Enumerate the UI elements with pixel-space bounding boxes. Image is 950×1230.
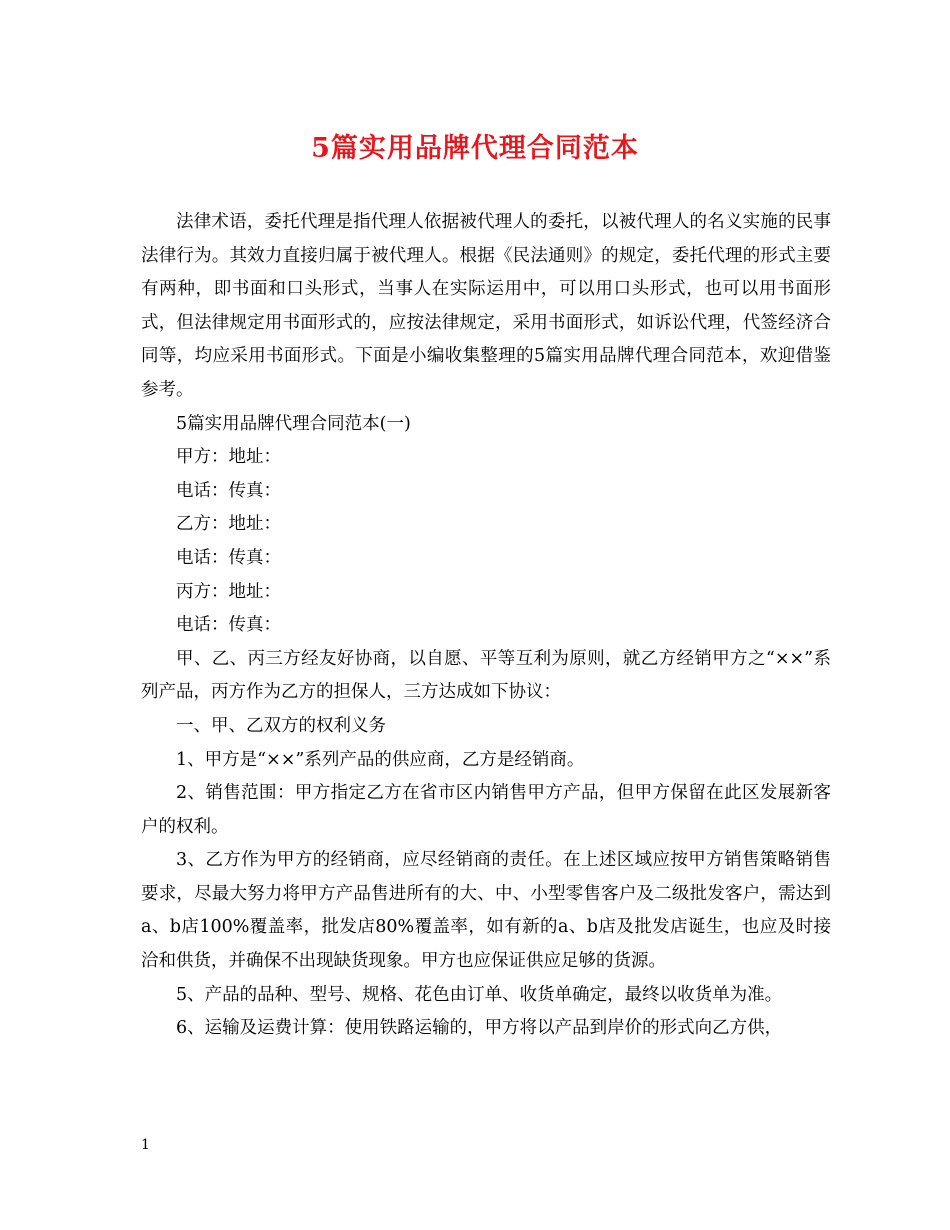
party-b-contact: 电话：传真： [176, 547, 281, 568]
clause-6: 6、运输及运费计算：使用铁路运输的，甲方将以产品到岸价的形式向乙方供， [176, 1018, 783, 1039]
party-c-contact: 电话：传真： [176, 615, 281, 636]
agreement-preamble: 甲、乙、丙三方经友好协商，以自愿、平等互利为原则，就乙方经销甲方之“××”系列产品，丙方作为乙方的担保人，三方达成如下协议： [141, 648, 831, 703]
party-b-address: 乙方：地址： [176, 514, 281, 535]
clause-3: 3、乙方作为甲方的经销商，应尽经销商的责任。在上述区域应按甲方销售策略销售要求，尽最大努力将甲方产品售进所有的大、中、小型零售客户及二级批发客户，需达到a、b店100%覆盖率，批发店80%覆盖率，如有新的a、b店及批发店诞生，也应及时接洽和供货，并确保不出现缺货现象。甲方也应保证供应足够的货源。 [141, 850, 831, 972]
document-body [141, 206, 831, 1046]
clause-2: 2、销售范围：甲方指定乙方在省市区内销售甲方产品，但甲方保留在此区发展新客户的权利。 [141, 783, 831, 837]
page-number: 1 [141, 1137, 150, 1153]
document-title: 5篇实用品牌代理合同范本 [311, 133, 639, 164]
party-a-contact: 电话：传真： [176, 480, 281, 501]
contract-heading: 5篇实用品牌代理合同范本(一) [176, 413, 411, 434]
intro-paragraph: 法律术语，委托代理是指代理人依据被代理人的委托，以被代理人的名义实施的民事法律行为。其效力直接归属于被代理人。根据《民法通则》的规定，委托代理的形式主要有两种，即书面和口头形式，当事人在实际运用中，可以用口头形式，也可以用书面形式，但法律规定用书面形式的，应按法律规定，采用书面形式，如诉讼代理，代签经济合同等，均应采用书面形式。下面是小编收集整理的5篇实用品牌代理合同范本，欢迎借鉴参考。 [141, 212, 831, 400]
clause-5: 5、产品的品种、型号、规格、花色由订单、收货单确定，最终以收货单为准。 [176, 984, 783, 1005]
party-a-address: 甲方：地址： [176, 447, 281, 468]
party-c-address: 丙方：地址： [176, 581, 281, 602]
clause-1: 1、甲方是“××”系列产品的供应商，乙方是经销商。 [176, 749, 585, 770]
section-heading: 一、甲、乙双方的权利义务 [176, 715, 386, 736]
